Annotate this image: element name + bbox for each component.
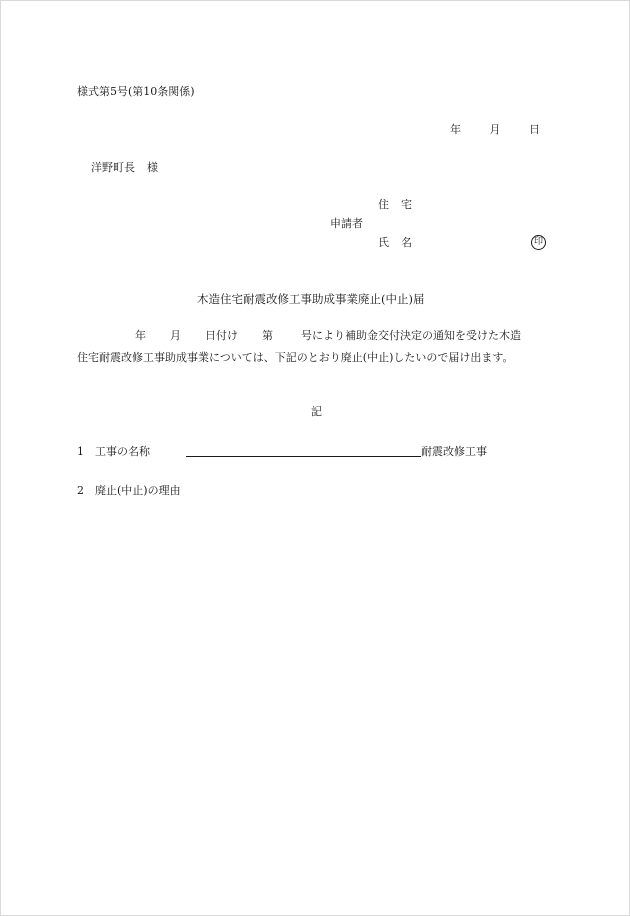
date-line [450, 124, 540, 135]
document-title: 木造住宅耐震改修工事助成事業廃止(中止)届 [197, 292, 425, 306]
item-reason [77, 485, 181, 496]
body-line-2: 住宅耐震改修工事助成事業については、下記のとおり廃止(中止)したいので届け出ます。 [77, 351, 514, 364]
body-line-1 [77, 330, 547, 341]
form-number: 様式第5号(第10条関係) [77, 85, 195, 98]
item-2-number: 2 [77, 484, 84, 497]
ki-heading: 記 [311, 405, 322, 418]
body-year: 年 [135, 329, 146, 342]
date-year-label: 年 [450, 123, 461, 136]
item-1-number: 1 [77, 445, 84, 458]
applicant-label: 申請者 [330, 217, 363, 230]
date-month-label: 月 [489, 123, 501, 136]
item-1-suffix: 耐震改修工事 [421, 445, 487, 458]
name-label: 氏名 [378, 236, 424, 249]
item-construction-name [77, 445, 487, 457]
body-line-1-rest: 号により補助金交付決定の通知を受けた木造 [301, 329, 521, 342]
seal-mark: 印 [531, 235, 546, 250]
date-day-label: 日 [529, 123, 540, 136]
addressee [91, 162, 158, 173]
addressee-honorific: 様 [147, 161, 158, 174]
addressee-name: 洋野町長 [91, 161, 135, 174]
item-1-label: 工事の名称 [95, 445, 150, 458]
construction-name-field[interactable] [186, 445, 421, 457]
body-dai: 第 [262, 329, 273, 342]
address-label: 住宅 [378, 198, 424, 211]
item-2-label: 廃止(中止)の理由 [95, 484, 181, 497]
body-month: 月 [170, 329, 181, 342]
body-dated: 日付け [205, 329, 238, 342]
